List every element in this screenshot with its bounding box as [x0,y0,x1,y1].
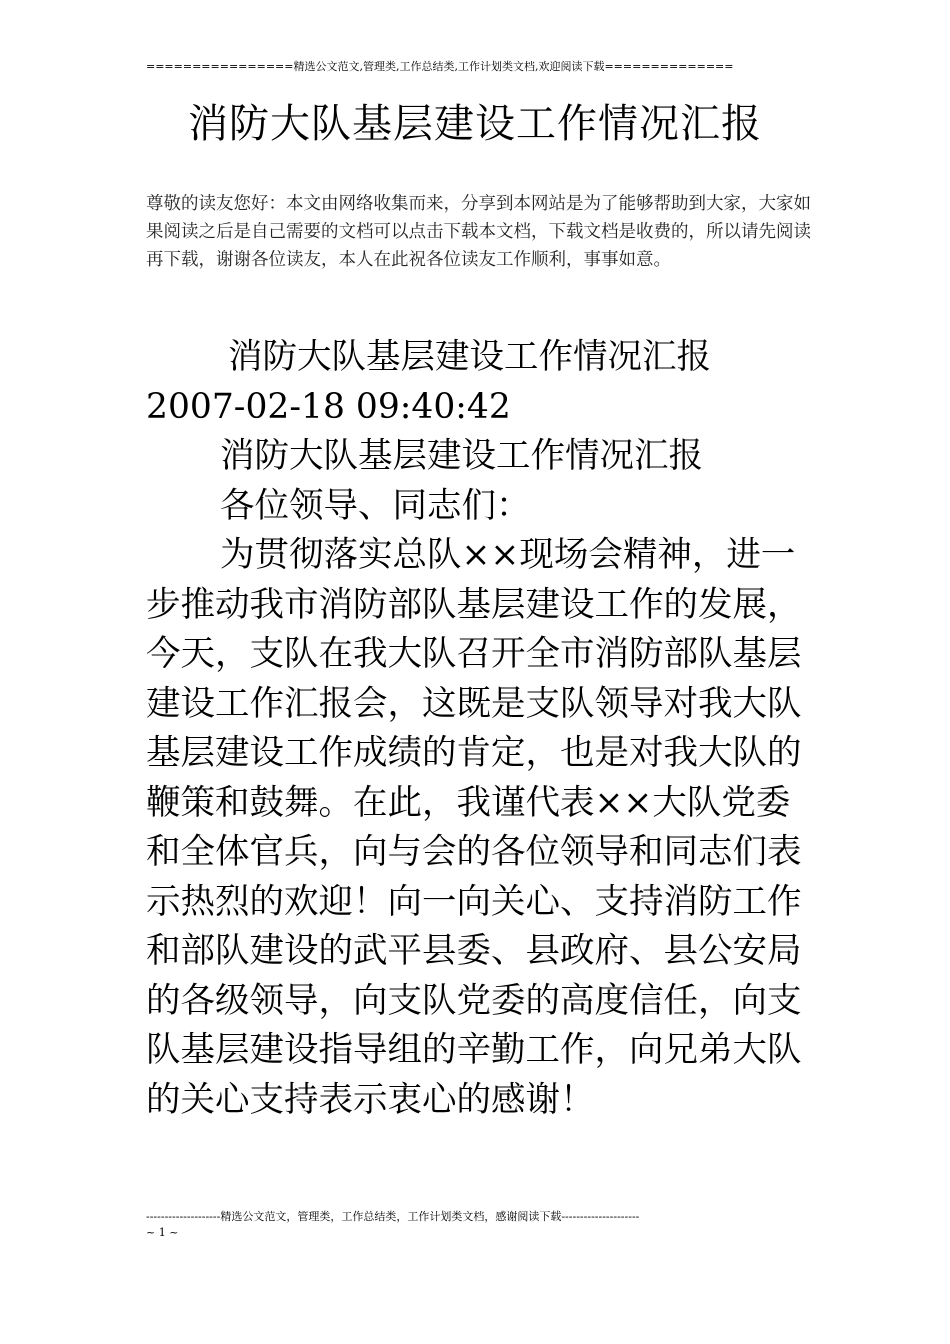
header-banner: ================精选公文范文,管理类,工作总结类,工作计划类文档,欢迎阅读下载============== [146,60,734,73]
page-number: ~ 1 ~ [146,1226,179,1239]
footer-banner: --------------------精选公文范文，管理类，工作总结类，工作计划类文档，感谢阅读下载--------------------- [146,1210,640,1223]
article-title: 消防大队基层建设工作情况汇报 [228,337,711,377]
document-title: 消防大队基层建设工作情况汇报 [188,101,762,147]
article-body [146,333,816,1125]
article-timestamp: 2007-02-18 09:40:42 [146,386,511,427]
body-paragraph: 为贯彻落实总队××现场会精神，进一步推动我市消防部队基层建设工作的发展，今天，支队在我大队召开全市消防部队基层建设工作汇报会，这既是支队领导对我大队基层建设工作成绩的肯定，也是对我大队的鞭策和鼓舞。在此，我谨代表××大队党委和全体官兵，向与会的各位领导和同志们表示热烈的欢迎！向一向关心、支持消防工作和部队建设的武平县委、县政府、县公安局的各级领导，向支队党委的高度信任，向支队基层建设指导组的辛勤工作，向兄弟大队的关心支持表示衷心的感谢！ [146,535,802,1120]
salutation: 各位领导、同志们： [220,485,531,526]
reader-notice: 尊敬的读友您好：本文由网络收集而来，分享到本网站是为了能够帮助到大家，大家如果阅读之后是自己需要的文档可以点击下载本文档，下载文档是收费的，所以请先阅读再下载，谢谢各位读友，本人在此祝各位读友工作顺利，事事如意。 [146,194,811,270]
article-subtitle: 消防大队基层建设工作情况汇报 [220,436,703,476]
